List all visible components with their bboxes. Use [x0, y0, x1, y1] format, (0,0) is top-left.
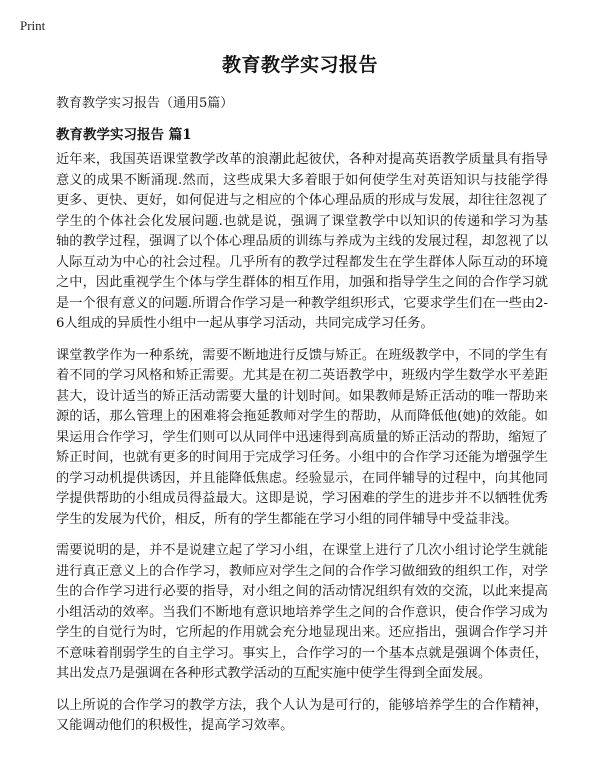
paragraph: 课堂教学作为一种系统，需要不断地进行反馈与矫正。在班级教学中，不同的学生有着不同的学习风格和矫正需要。尤其是在初二英语教学中，班级内学生数学水平差距甚大，设计适当的矫正活动需要大量的计划时间。如果教师是矫正活动的唯一帮助来源的话，那么管理上的困难将会拖延教师对学生的帮助，从而降低他(她)的效能。如果运用合作学习，学生们则可以从同伴中迅速得到高质量的矫正活动的帮助，缩短了矫正时间，也就有更多的时间用于完成学习任务。小组中的合作学习还能为增强学生的学习动机提供诱因，并且能降低焦虑。经验显示，在同伴辅导的过程中，向其他同学提供帮助的小组成员得益最大。这即是说，学习困难的学生的进步并不以牺牲优秀学生的发展为代价，相反，所有的学生都能在学习小组的同伴辅导中受益非浅。 [56, 347, 548, 527]
section-heading: 教育教学实习报告 篇1 [56, 127, 192, 143]
document-subtitle: 教育教学实习报告（通用5篇） [56, 96, 234, 111]
page-title: 教育教学实习报告 [221, 54, 378, 76]
paragraph: 以上所说的合作学习的教学方法，我个人认为是可行的，能够培养学生的合作精神，又能调动他们的积极性，提高学习效率。 [56, 697, 548, 733]
article-body [56, 150, 548, 748]
paragraph: 需要说明的是，并不是说建立起了学习小组，在课堂上进行了几次小组讨论学生就能进行真正意义上的合作学习，教师应对学生之间的合作学习做细致的组织工作，对学生的合作学习进行必要的指导，对小组之间的活动情况组织有效的交流，以此来提高小组活动的效率。当我们不断地有意识地培养学生之间的合作意识，使合作学习成为学生的自觉行为时，它所起的作用就会充分地显现出来。还应指出，强调合作学习并不意味着削弱学生的自主学习。事实上，合作学习的一个基本点就是强调个体责任，其出发点乃是强调在各种形式教学活动的互配实施中使学生得到全面发展。 [56, 543, 548, 681]
paragraph: 近年来，我国英语课堂教学改革的浪潮此起彼伏，各种对提高英语教学质量具有指导意义的成果不断涌现.然而，这些成果大多着眼于如何使学生对英语知识与技能学得更多、更快、更好，如何促进与之相应的个体心理品质的形成与发展，却往往忽视了学生的个体社会化发展问题.也就是说，强调了课堂教学中以知识的传递和学习为基轴的教学过程，强调了以个体心理品质的训练与养成为主线的发展过程，却忽视了以人际互动为中心的社会过程。几乎所有的教学过程都发生在学生群体人际互动的环境之中，因此重视学生个体与学生群体的相互作用，加强和指导学生之间的合作学习就是一个很有意义的问题.所谓合作学习是一种教学组织形式，它要求学生们在一些由2-6人组成的异质性小组中一起从事学习活动，共同完成学习任务。 [56, 152, 548, 331]
print-link[interactable]: Print [20, 18, 46, 33]
